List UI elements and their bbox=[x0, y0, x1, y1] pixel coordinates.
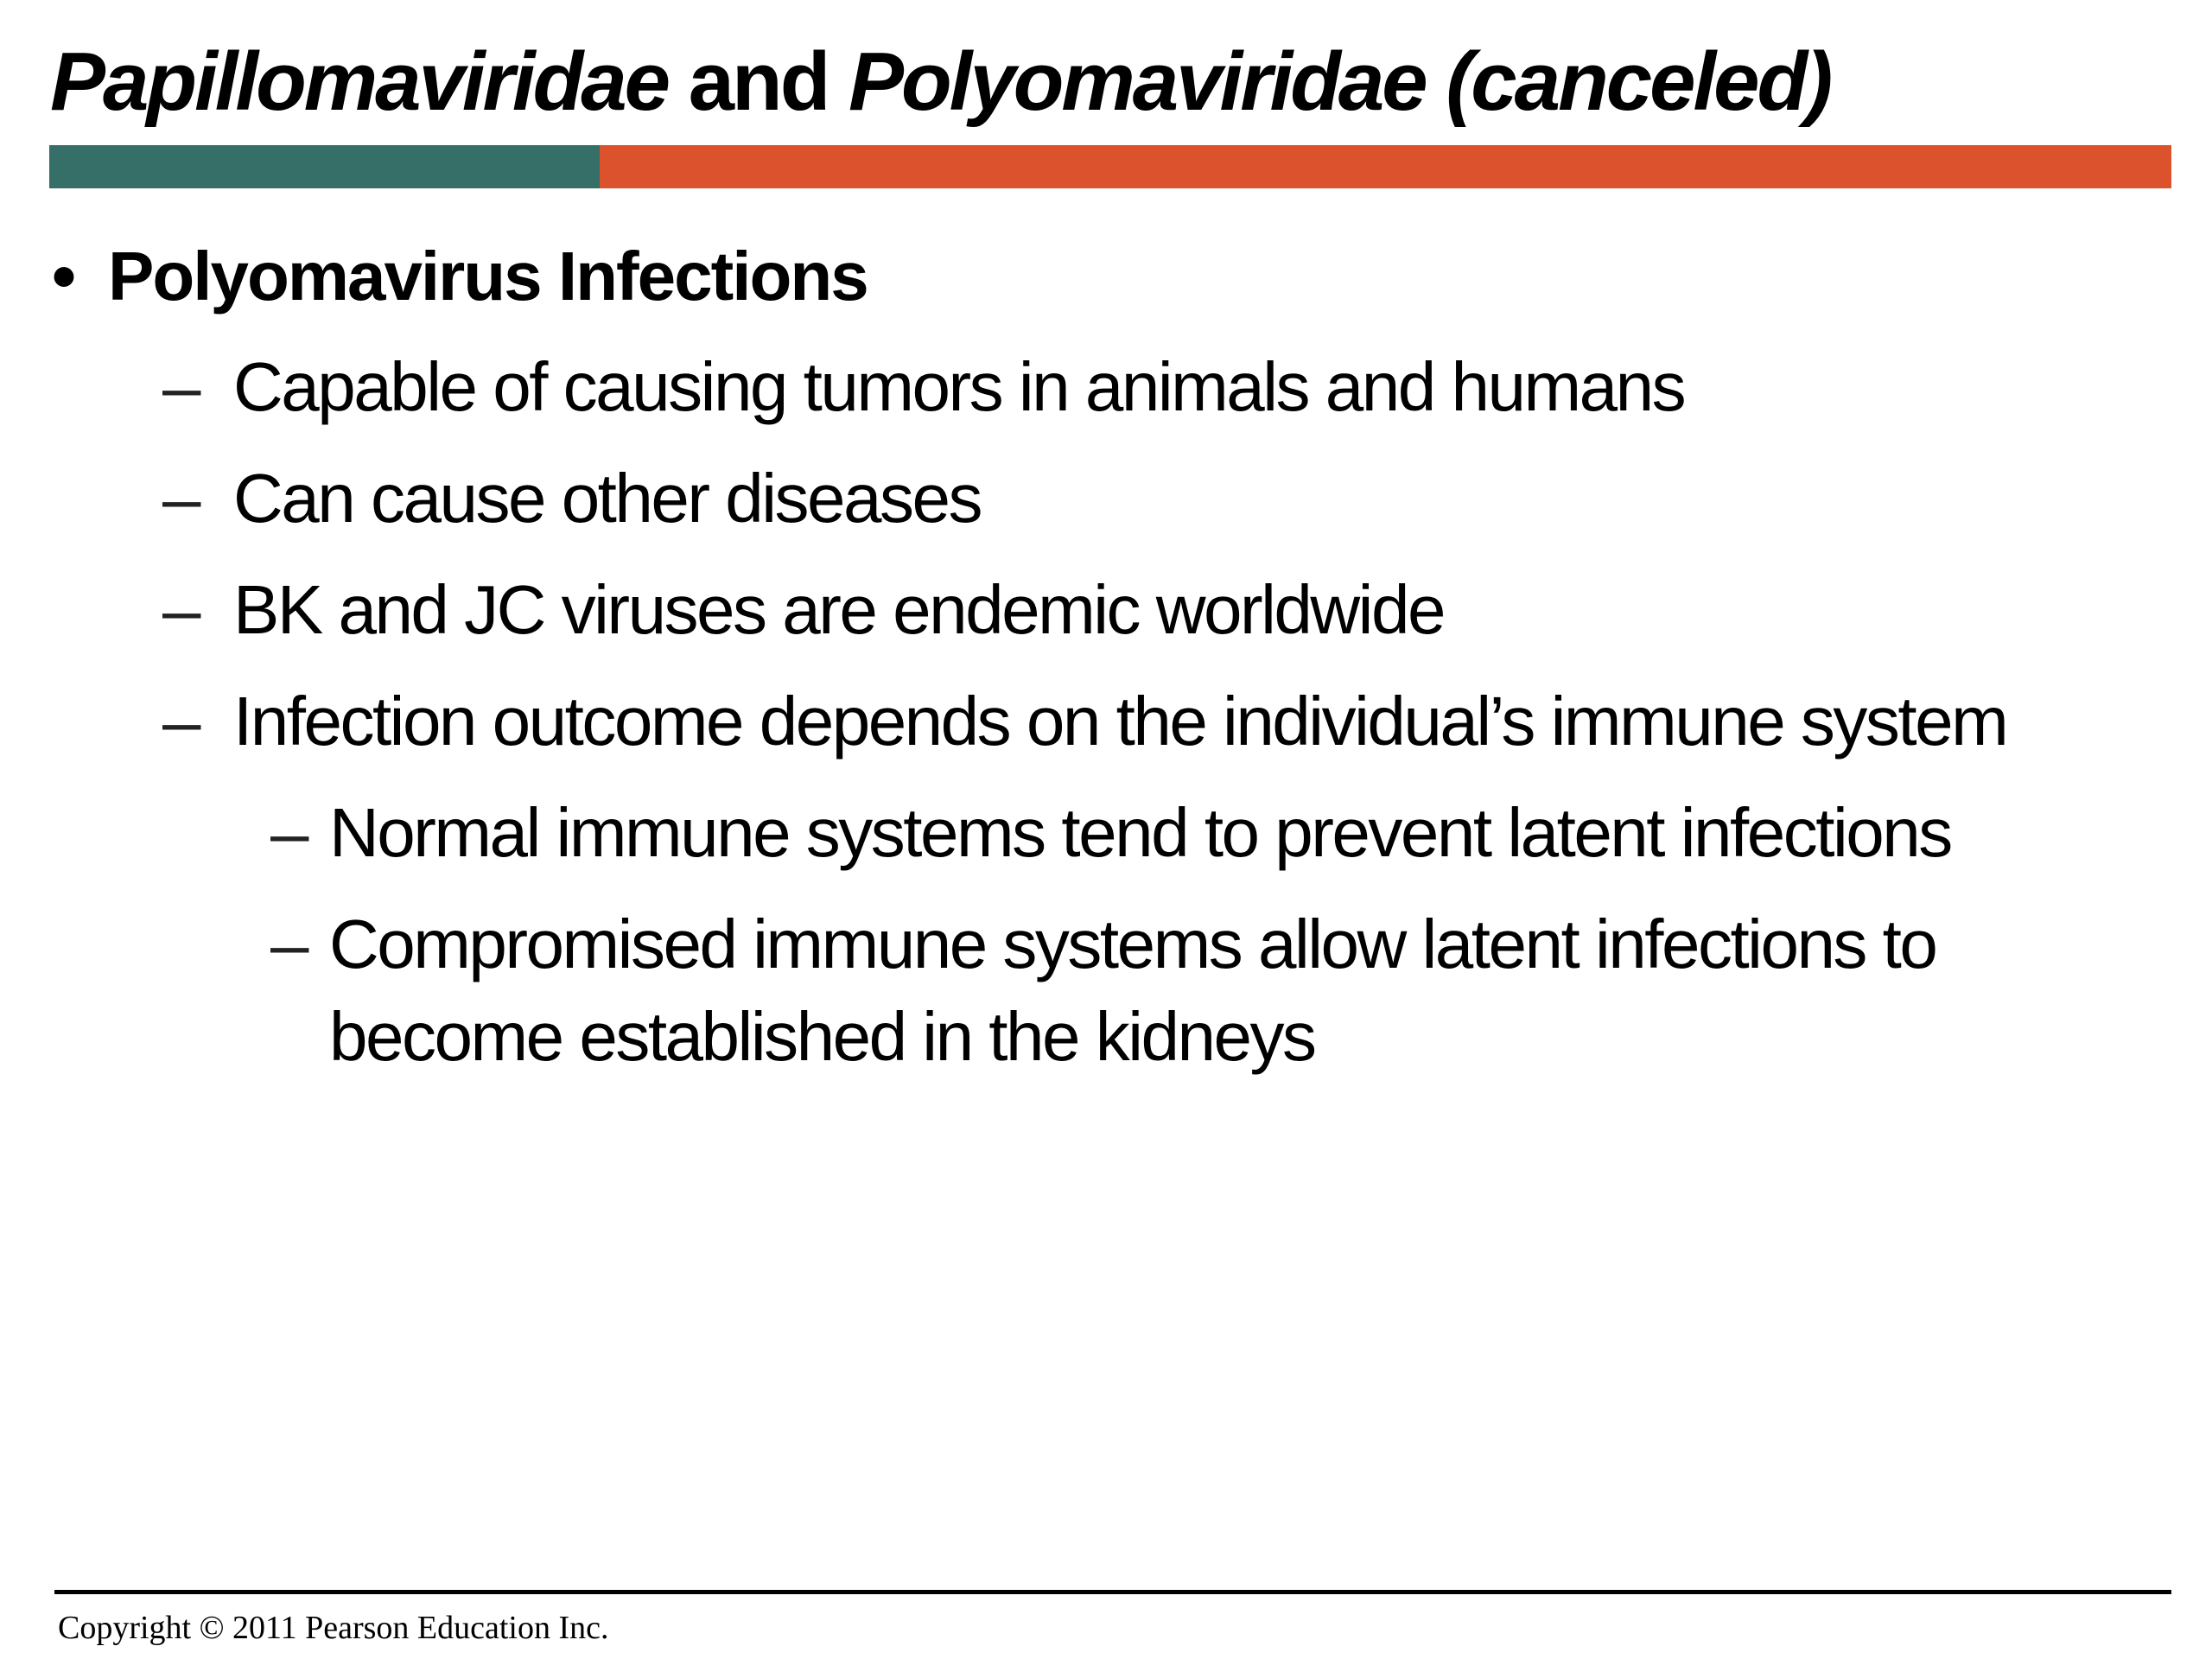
footer-divider bbox=[54, 1590, 2171, 1594]
subitem-text: Capable of causing tumors in animals and humans bbox=[233, 348, 1685, 425]
title-accent-bar bbox=[49, 145, 2171, 188]
subsubitem-normal-immune bbox=[270, 786, 1951, 880]
bullet-polyomavirus-infections bbox=[52, 233, 868, 320]
bullet-marker: • bbox=[52, 238, 75, 315]
subitem-text: Can cause other diseases bbox=[233, 460, 981, 537]
dash-marker: – bbox=[270, 794, 307, 871]
accent-bar-orange bbox=[600, 145, 2171, 188]
copyright-notice: Copyright © 2011 Pearson Education Inc. bbox=[58, 1610, 609, 1646]
title-and: and bbox=[667, 35, 849, 128]
dash-marker: – bbox=[162, 348, 199, 425]
subsubitem-text-line1: Compromised immune systems allow latent infections to bbox=[329, 906, 1936, 982]
subsubitem-text-line2: become established in the kidneys bbox=[329, 998, 1315, 1075]
dash-marker: – bbox=[162, 683, 199, 760]
subitem-text: BK and JC viruses are endemic worldwide bbox=[233, 571, 1444, 648]
slide-title bbox=[50, 26, 1830, 138]
title-polyomaviridae: Polyomaviridae (canceled) bbox=[849, 35, 1831, 128]
subitem-other-diseases bbox=[162, 452, 981, 545]
dash-marker: – bbox=[162, 460, 199, 537]
subsubitem-text: Normal immune systems tend to prevent latent infections bbox=[329, 794, 1951, 871]
dash-marker: – bbox=[270, 906, 307, 982]
bullet-label: Polyomavirus Infections bbox=[108, 238, 868, 315]
dash-marker: – bbox=[162, 571, 199, 648]
title-papillomaviridae: Papillomaviridae bbox=[50, 35, 668, 128]
subitem-tumors bbox=[162, 340, 1685, 434]
subitem-infection-outcome bbox=[162, 675, 2007, 768]
accent-bar-teal bbox=[49, 145, 600, 188]
subitem-text: Infection outcome depends on the individual’s immune system bbox=[233, 683, 2007, 760]
subsubitem-compromised-immune bbox=[270, 898, 1936, 991]
subsubitem-compromised-immune-continued bbox=[329, 990, 1314, 1084]
subitem-bk-jc-viruses bbox=[162, 563, 1444, 657]
